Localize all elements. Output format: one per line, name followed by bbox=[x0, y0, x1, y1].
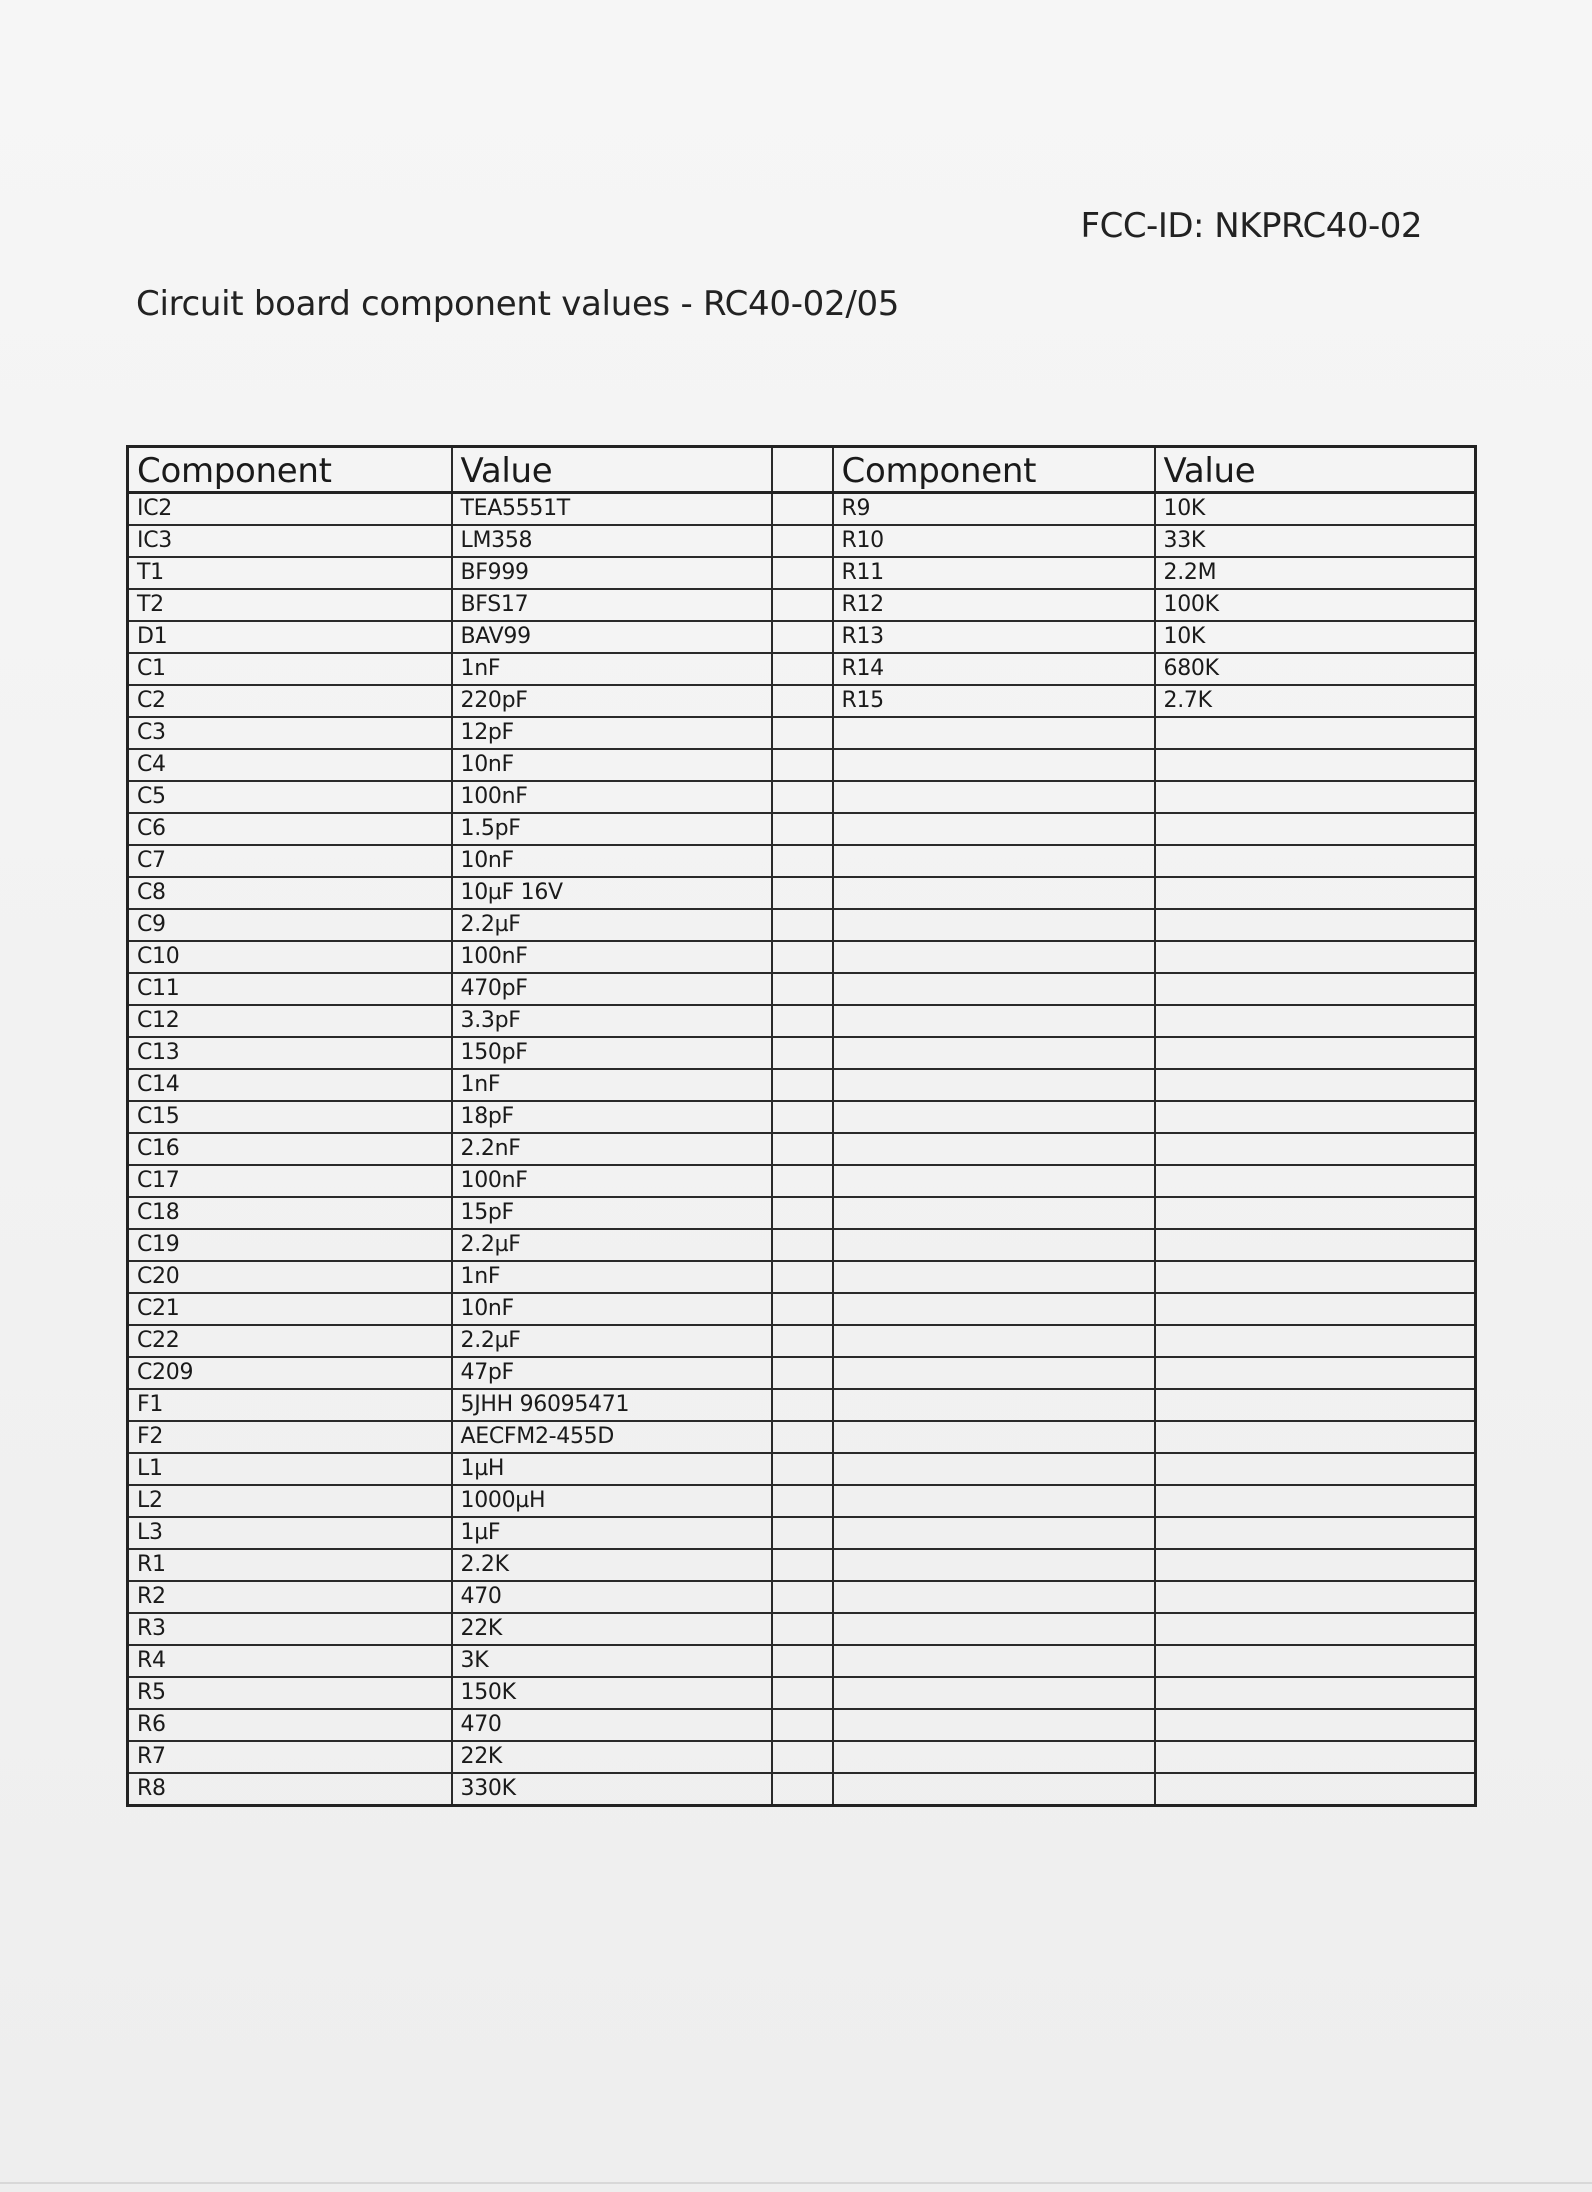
cell-value-right bbox=[1155, 1101, 1476, 1133]
cell-spacer bbox=[772, 909, 833, 941]
cell-component-left: R4 bbox=[128, 1645, 452, 1677]
cell-component-right bbox=[833, 1165, 1155, 1197]
cell-component-left: IC2 bbox=[128, 493, 452, 526]
cell-value-right bbox=[1155, 1325, 1476, 1357]
page-edge-line bbox=[0, 2182, 1592, 2184]
cell-spacer bbox=[772, 1069, 833, 1101]
cell-value-right bbox=[1155, 1069, 1476, 1101]
cell-component-right bbox=[833, 1581, 1155, 1613]
cell-component-right bbox=[833, 1773, 1155, 1806]
cell-spacer bbox=[772, 973, 833, 1005]
table-row bbox=[128, 1645, 1476, 1677]
cell-value-left: 470pF bbox=[452, 973, 772, 1005]
cell-spacer bbox=[772, 685, 833, 717]
cell-spacer bbox=[772, 1197, 833, 1229]
cell-spacer bbox=[772, 1741, 833, 1773]
table-row bbox=[128, 1357, 1476, 1389]
cell-component-right bbox=[833, 1709, 1155, 1741]
cell-component-left: C15 bbox=[128, 1101, 452, 1133]
table-row bbox=[128, 1613, 1476, 1645]
cell-component-left: C21 bbox=[128, 1293, 452, 1325]
cell-value-left: 1µF bbox=[452, 1517, 772, 1549]
cell-value-right bbox=[1155, 1645, 1476, 1677]
table-row bbox=[128, 845, 1476, 877]
cell-value-right bbox=[1155, 909, 1476, 941]
table-row bbox=[128, 813, 1476, 845]
cell-component-left: R2 bbox=[128, 1581, 452, 1613]
cell-value-right: 10K bbox=[1155, 621, 1476, 653]
cell-value-right bbox=[1155, 749, 1476, 781]
cell-value-right bbox=[1155, 1421, 1476, 1453]
cell-component-left: C11 bbox=[128, 973, 452, 1005]
cell-spacer bbox=[772, 1645, 833, 1677]
cell-component-right bbox=[833, 1741, 1155, 1773]
cell-component-right bbox=[833, 1517, 1155, 1549]
cell-component-right: R10 bbox=[833, 525, 1155, 557]
cell-component-right: R12 bbox=[833, 589, 1155, 621]
cell-spacer bbox=[772, 941, 833, 973]
table-row bbox=[128, 909, 1476, 941]
table-row bbox=[128, 685, 1476, 717]
cell-component-right bbox=[833, 877, 1155, 909]
cell-value-right bbox=[1155, 1261, 1476, 1293]
cell-value-right bbox=[1155, 1037, 1476, 1069]
component-values-table bbox=[126, 445, 1477, 1807]
table-row bbox=[128, 1261, 1476, 1293]
cell-spacer bbox=[772, 653, 833, 685]
cell-value-left: 330K bbox=[452, 1773, 772, 1806]
cell-component-left: F2 bbox=[128, 1421, 452, 1453]
cell-value-right: 100K bbox=[1155, 589, 1476, 621]
cell-spacer bbox=[772, 1261, 833, 1293]
cell-spacer bbox=[772, 845, 833, 877]
cell-value-left: 1nF bbox=[452, 1261, 772, 1293]
cell-value-left: 5JHH 96095471 bbox=[452, 1389, 772, 1421]
cell-spacer bbox=[772, 717, 833, 749]
header-spacer bbox=[772, 447, 833, 493]
cell-value-right bbox=[1155, 1709, 1476, 1741]
table-row bbox=[128, 1037, 1476, 1069]
table-row bbox=[128, 1165, 1476, 1197]
cell-value-right bbox=[1155, 1677, 1476, 1709]
cell-value-left: 22K bbox=[452, 1741, 772, 1773]
cell-component-left: D1 bbox=[128, 621, 452, 653]
cell-spacer bbox=[772, 1773, 833, 1806]
table-row bbox=[128, 1421, 1476, 1453]
cell-spacer bbox=[772, 557, 833, 589]
cell-value-left: 150K bbox=[452, 1677, 772, 1709]
cell-component-right bbox=[833, 813, 1155, 845]
cell-spacer bbox=[772, 1101, 833, 1133]
cell-component-left: C4 bbox=[128, 749, 452, 781]
table-row bbox=[128, 973, 1476, 1005]
cell-component-left: C5 bbox=[128, 781, 452, 813]
cell-value-left: 2.2K bbox=[452, 1549, 772, 1581]
cell-component-right bbox=[833, 1645, 1155, 1677]
cell-spacer bbox=[772, 1581, 833, 1613]
table-row bbox=[128, 1453, 1476, 1485]
cell-component-right bbox=[833, 1677, 1155, 1709]
cell-component-left: C3 bbox=[128, 717, 452, 749]
table-row bbox=[128, 1229, 1476, 1261]
cell-value-right: 33K bbox=[1155, 525, 1476, 557]
table-row bbox=[128, 1517, 1476, 1549]
cell-spacer bbox=[772, 1293, 833, 1325]
cell-component-right bbox=[833, 1261, 1155, 1293]
table-row bbox=[128, 589, 1476, 621]
cell-value-right bbox=[1155, 1453, 1476, 1485]
cell-component-right bbox=[833, 1421, 1155, 1453]
table-row bbox=[128, 1773, 1476, 1806]
table-row bbox=[128, 1709, 1476, 1741]
cell-component-left: R8 bbox=[128, 1773, 452, 1806]
cell-value-right bbox=[1155, 845, 1476, 877]
cell-component-left: C22 bbox=[128, 1325, 452, 1357]
table-row bbox=[128, 749, 1476, 781]
cell-value-left: 10nF bbox=[452, 749, 772, 781]
cell-component-left: L3 bbox=[128, 1517, 452, 1549]
cell-component-left: C9 bbox=[128, 909, 452, 941]
cell-value-right bbox=[1155, 1613, 1476, 1645]
cell-component-right bbox=[833, 1037, 1155, 1069]
cell-value-right bbox=[1155, 1741, 1476, 1773]
cell-value-right bbox=[1155, 813, 1476, 845]
cell-spacer bbox=[772, 1709, 833, 1741]
cell-spacer bbox=[772, 1133, 833, 1165]
cell-value-left: 2.2µF bbox=[452, 1325, 772, 1357]
cell-component-right: R15 bbox=[833, 685, 1155, 717]
cell-component-right bbox=[833, 1293, 1155, 1325]
cell-value-right: 10K bbox=[1155, 493, 1476, 526]
cell-component-right bbox=[833, 845, 1155, 877]
cell-value-left: 100nF bbox=[452, 1165, 772, 1197]
cell-value-left: 3.3pF bbox=[452, 1005, 772, 1037]
cell-value-right bbox=[1155, 973, 1476, 1005]
cell-component-right: R11 bbox=[833, 557, 1155, 589]
cell-spacer bbox=[772, 749, 833, 781]
cell-value-left: 470 bbox=[452, 1709, 772, 1741]
cell-value-left: 10µF 16V bbox=[452, 877, 772, 909]
fcc-id-label: FCC-ID: NKPRC40-02 bbox=[1080, 206, 1422, 246]
cell-component-right bbox=[833, 1485, 1155, 1517]
cell-component-left: T1 bbox=[128, 557, 452, 589]
cell-value-left: 1nF bbox=[452, 1069, 772, 1101]
cell-spacer bbox=[772, 1389, 833, 1421]
cell-component-left: L2 bbox=[128, 1485, 452, 1517]
table-row bbox=[128, 557, 1476, 589]
cell-spacer bbox=[772, 1325, 833, 1357]
header-value-right: Value bbox=[1155, 447, 1476, 493]
cell-value-left: 22K bbox=[452, 1613, 772, 1645]
cell-value-left: 12pF bbox=[452, 717, 772, 749]
table-row bbox=[128, 1101, 1476, 1133]
cell-component-right bbox=[833, 1357, 1155, 1389]
cell-value-right bbox=[1155, 1133, 1476, 1165]
cell-spacer bbox=[772, 1037, 833, 1069]
cell-component-right bbox=[833, 1101, 1155, 1133]
cell-value-left: TEA5551T bbox=[452, 493, 772, 526]
cell-component-right bbox=[833, 1197, 1155, 1229]
cell-spacer bbox=[772, 1485, 833, 1517]
cell-component-left: C16 bbox=[128, 1133, 452, 1165]
cell-component-right: R14 bbox=[833, 653, 1155, 685]
cell-value-left: 47pF bbox=[452, 1357, 772, 1389]
cell-component-right bbox=[833, 1389, 1155, 1421]
cell-value-right bbox=[1155, 1389, 1476, 1421]
table-row bbox=[128, 653, 1476, 685]
document-title: Circuit board component values - RC40-02/05 bbox=[136, 284, 900, 324]
cell-component-left: C18 bbox=[128, 1197, 452, 1229]
cell-component-right bbox=[833, 1005, 1155, 1037]
table-row bbox=[128, 1197, 1476, 1229]
cell-value-left: 18pF bbox=[452, 1101, 772, 1133]
cell-component-right: R13 bbox=[833, 621, 1155, 653]
cell-component-left: IC3 bbox=[128, 525, 452, 557]
cell-component-right bbox=[833, 781, 1155, 813]
cell-component-right bbox=[833, 1453, 1155, 1485]
cell-value-left: 100nF bbox=[452, 941, 772, 973]
cell-component-left: C10 bbox=[128, 941, 452, 973]
table-row bbox=[128, 781, 1476, 813]
cell-component-right bbox=[833, 909, 1155, 941]
cell-component-left: C19 bbox=[128, 1229, 452, 1261]
cell-value-right bbox=[1155, 1293, 1476, 1325]
table-row bbox=[128, 1485, 1476, 1517]
cell-value-right bbox=[1155, 1229, 1476, 1261]
cell-value-right bbox=[1155, 1165, 1476, 1197]
cell-spacer bbox=[772, 589, 833, 621]
cell-value-right bbox=[1155, 1005, 1476, 1037]
table-row bbox=[128, 877, 1476, 909]
cell-spacer bbox=[772, 621, 833, 653]
table-row bbox=[128, 1549, 1476, 1581]
cell-value-left: BAV99 bbox=[452, 621, 772, 653]
cell-component-left: C209 bbox=[128, 1357, 452, 1389]
cell-value-right bbox=[1155, 1773, 1476, 1806]
cell-component-left: T2 bbox=[128, 589, 452, 621]
cell-component-left: L1 bbox=[128, 1453, 452, 1485]
cell-spacer bbox=[772, 1229, 833, 1261]
cell-component-left: C2 bbox=[128, 685, 452, 717]
table-row bbox=[128, 1293, 1476, 1325]
cell-value-left: 2.2µF bbox=[452, 1229, 772, 1261]
cell-value-right bbox=[1155, 1549, 1476, 1581]
cell-value-right: 2.2M bbox=[1155, 557, 1476, 589]
table-row bbox=[128, 493, 1476, 526]
cell-value-left: 220pF bbox=[452, 685, 772, 717]
cell-component-left: R7 bbox=[128, 1741, 452, 1773]
cell-component-left: C6 bbox=[128, 813, 452, 845]
cell-value-right bbox=[1155, 941, 1476, 973]
cell-value-left: 150pF bbox=[452, 1037, 772, 1069]
cell-spacer bbox=[772, 1613, 833, 1645]
cell-spacer bbox=[772, 525, 833, 557]
cell-value-left: 3K bbox=[452, 1645, 772, 1677]
cell-value-left: AECFM2-455D bbox=[452, 1421, 772, 1453]
cell-value-right bbox=[1155, 1485, 1476, 1517]
cell-component-left: C12 bbox=[128, 1005, 452, 1037]
cell-spacer bbox=[772, 781, 833, 813]
cell-component-right bbox=[833, 1549, 1155, 1581]
cell-component-left: C17 bbox=[128, 1165, 452, 1197]
cell-component-right bbox=[833, 941, 1155, 973]
cell-value-left: 2.2µF bbox=[452, 909, 772, 941]
cell-component-left: R5 bbox=[128, 1677, 452, 1709]
cell-component-left: R6 bbox=[128, 1709, 452, 1741]
cell-spacer bbox=[772, 1549, 833, 1581]
cell-value-left: 1000µH bbox=[452, 1485, 772, 1517]
cell-component-left: C20 bbox=[128, 1261, 452, 1293]
table-header-row bbox=[128, 447, 1476, 493]
cell-spacer bbox=[772, 493, 833, 526]
cell-value-right bbox=[1155, 1197, 1476, 1229]
cell-component-left: C13 bbox=[128, 1037, 452, 1069]
header-component-right: Component bbox=[833, 447, 1155, 493]
cell-component-right bbox=[833, 973, 1155, 1005]
table-row bbox=[128, 1389, 1476, 1421]
cell-value-left: BF999 bbox=[452, 557, 772, 589]
cell-component-left: C7 bbox=[128, 845, 452, 877]
table-row bbox=[128, 1677, 1476, 1709]
cell-value-left: LM358 bbox=[452, 525, 772, 557]
cell-spacer bbox=[772, 813, 833, 845]
cell-value-left: 15pF bbox=[452, 1197, 772, 1229]
cell-spacer bbox=[772, 877, 833, 909]
table-row bbox=[128, 1581, 1476, 1613]
cell-spacer bbox=[772, 1421, 833, 1453]
cell-component-left: F1 bbox=[128, 1389, 452, 1421]
header-value-left: Value bbox=[452, 447, 772, 493]
cell-value-left: 10nF bbox=[452, 845, 772, 877]
cell-value-left: 1nF bbox=[452, 653, 772, 685]
table-body bbox=[128, 493, 1476, 1806]
table-row bbox=[128, 525, 1476, 557]
cell-value-left: 1.5pF bbox=[452, 813, 772, 845]
cell-component-right bbox=[833, 1069, 1155, 1101]
cell-component-left: C1 bbox=[128, 653, 452, 685]
cell-value-left: 10nF bbox=[452, 1293, 772, 1325]
cell-value-left: BFS17 bbox=[452, 589, 772, 621]
cell-component-left: R1 bbox=[128, 1549, 452, 1581]
cell-component-right bbox=[833, 749, 1155, 781]
cell-component-right bbox=[833, 1325, 1155, 1357]
cell-component-left: R3 bbox=[128, 1613, 452, 1645]
cell-component-right: R9 bbox=[833, 493, 1155, 526]
cell-component-left: C14 bbox=[128, 1069, 452, 1101]
cell-spacer bbox=[772, 1517, 833, 1549]
table-row bbox=[128, 717, 1476, 749]
cell-spacer bbox=[772, 1165, 833, 1197]
cell-value-left: 1µH bbox=[452, 1453, 772, 1485]
cell-spacer bbox=[772, 1357, 833, 1389]
cell-value-right bbox=[1155, 1357, 1476, 1389]
cell-component-right bbox=[833, 717, 1155, 749]
table-row bbox=[128, 1005, 1476, 1037]
cell-component-right bbox=[833, 1133, 1155, 1165]
cell-value-right: 680K bbox=[1155, 653, 1476, 685]
cell-spacer bbox=[772, 1677, 833, 1709]
cell-value-right bbox=[1155, 877, 1476, 909]
cell-value-left: 2.2nF bbox=[452, 1133, 772, 1165]
cell-component-right bbox=[833, 1229, 1155, 1261]
cell-spacer bbox=[772, 1453, 833, 1485]
cell-value-right bbox=[1155, 717, 1476, 749]
cell-value-right bbox=[1155, 781, 1476, 813]
cell-value-right bbox=[1155, 1517, 1476, 1549]
table-row bbox=[128, 621, 1476, 653]
table-row bbox=[128, 1069, 1476, 1101]
cell-value-right: 2.7K bbox=[1155, 685, 1476, 717]
cell-component-right bbox=[833, 1613, 1155, 1645]
table-row bbox=[128, 941, 1476, 973]
header-component-left: Component bbox=[128, 447, 452, 493]
cell-value-left: 470 bbox=[452, 1581, 772, 1613]
cell-value-left: 100nF bbox=[452, 781, 772, 813]
table-row bbox=[128, 1325, 1476, 1357]
cell-value-right bbox=[1155, 1581, 1476, 1613]
cell-component-left: C8 bbox=[128, 877, 452, 909]
table-row bbox=[128, 1741, 1476, 1773]
cell-spacer bbox=[772, 1005, 833, 1037]
table-row bbox=[128, 1133, 1476, 1165]
